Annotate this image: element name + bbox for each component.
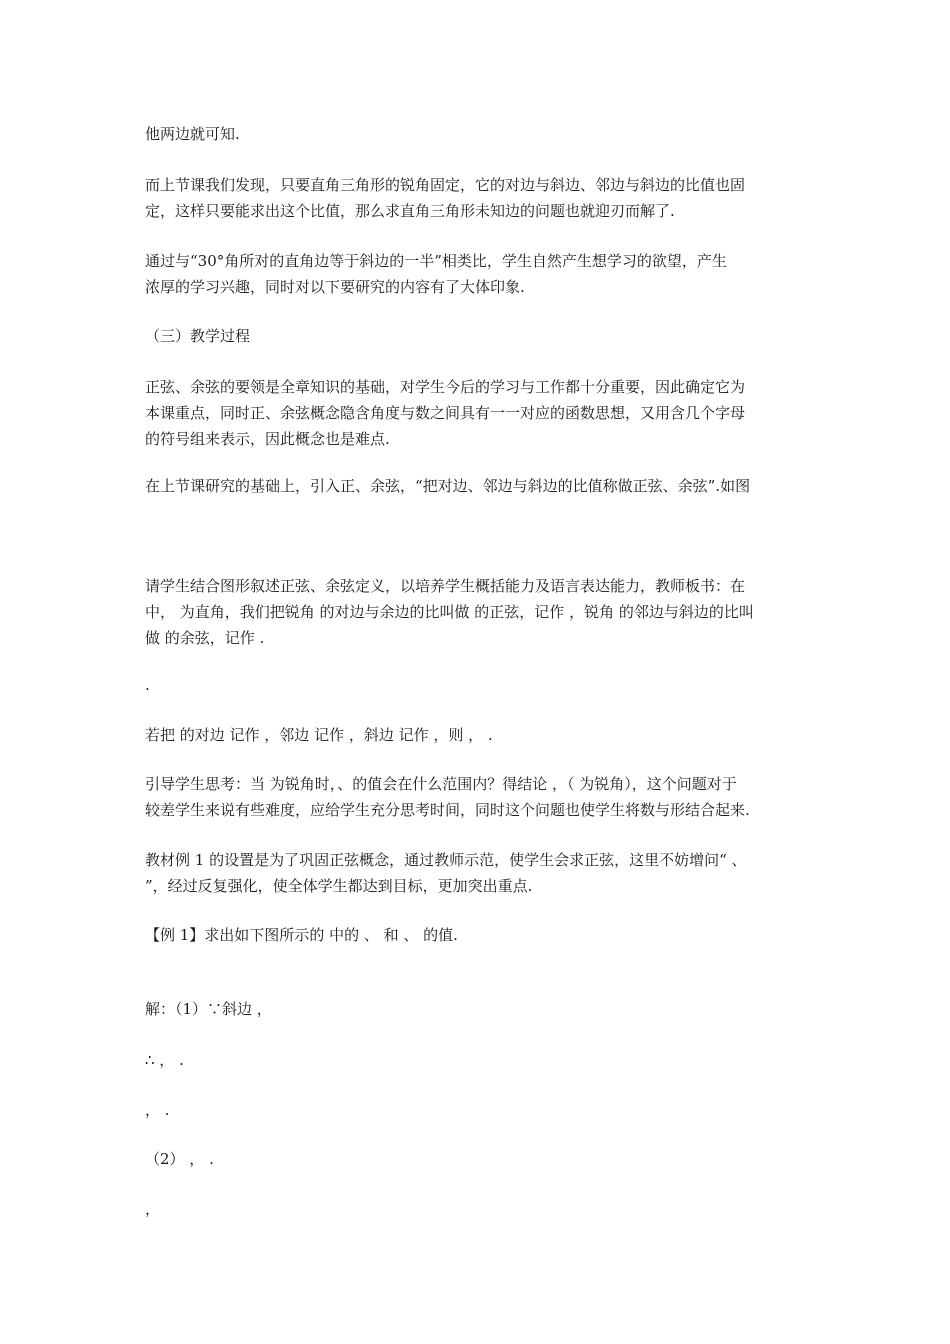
solution-line-1 [145,996,807,1022]
text-line: ∴ ， . [145,1051,184,1069]
paragraph-1 [145,121,807,147]
paragraph-7 [145,573,807,651]
solution-line-2 [145,1047,807,1073]
paragraph-5 [145,374,807,452]
text-line: ， . [145,1101,170,1119]
text-line: 【例 1】求出如下图所示的 中的 、 和 、 的值. [145,926,458,944]
text-line: 请学生结合图形叙述正弦、余弦定义，以培养学生概括能力及语言表达能力，教师板书：在 [145,577,746,595]
solution-line-4 [145,1146,807,1172]
text-line: 正弦、余弦的要领是全章知识的基础，对学生今后的学习与工作都十分重要，因此确定它为 [145,378,746,396]
text-line: 而上节课我们发现，只要直角三角形的锐角固定，它的对边与斜边、邻边与斜边的比值也固 [145,176,746,194]
solution-line-5 [145,1196,807,1222]
example-heading [145,922,807,948]
text-line: 浓厚的学习兴趣，同时对以下要研究的内容有了大体印象. [145,278,525,296]
paragraph-10 [145,771,807,823]
paragraph-8 [145,672,807,698]
text-line: （2） ， . [145,1150,214,1168]
paragraph-11 [145,847,807,899]
text-line: 教材例 1 的设置是为了巩固正弦概念，通过教师示范，使学生会求正弦，这里不妨增问“ 、 [145,851,747,869]
text-line: ”，经过反复强化，使全体学生都达到目标，更加突出重点. [145,877,533,895]
text-line: 本课重点，同时正、余弦概念隐含角度与数之间具有一一对应的函数思想，又用含几个字母 [145,404,746,422]
text-line: 他两边就可知. [145,125,240,143]
text-line: 做 的余弦，记作 . [145,629,265,647]
solution-line-3 [145,1097,807,1123]
paragraph-6 [145,473,807,499]
text-line: 的符号组来表示，因此概念也是难点. [145,430,390,448]
section-heading [145,323,807,349]
text-line: 较差学生来说有些难度，应给学生充分思考时间，同时这个问题也使学生将数与形结合起来. [145,801,750,819]
text-line: 中， 为直角，我们把锐角 的对边与余边的比叫做 的正弦，记作 ，锐角 的邻边与斜边的比叫 [145,603,754,621]
paragraph-2 [145,172,807,224]
paragraph-3 [145,248,807,300]
text-line: ， [145,1200,161,1218]
text-line: 定，这样只要能求出这个比值，那么求直角三角形未知边的问题也就迎刃而解了. [145,202,675,220]
text-line: 解：（1）∵斜边 ， [145,1000,272,1018]
text-line: . [145,676,150,694]
text-line: 在上节课研究的基础上，引入正、余弦，“把对边、邻边与斜边的比值称做正弦、余弦”.如图 [145,477,751,495]
paragraph-9 [145,722,807,748]
text-line: 引导学生思考：当 为锐角时，、的值会在什么范围内？得结论 ，（ 为锐角），这个问题对于 [145,775,737,793]
text-line: （三）教学过程 [145,327,251,345]
text-line: 若把 的对边 记作 ，邻边 记作 ，斜边 记作 ，则 ， . [145,726,493,744]
text-line: 通过与“30°角所对的直角边等于斜边的一半”相类比，学生自然产生想学习的欲望，产生 [145,252,727,270]
